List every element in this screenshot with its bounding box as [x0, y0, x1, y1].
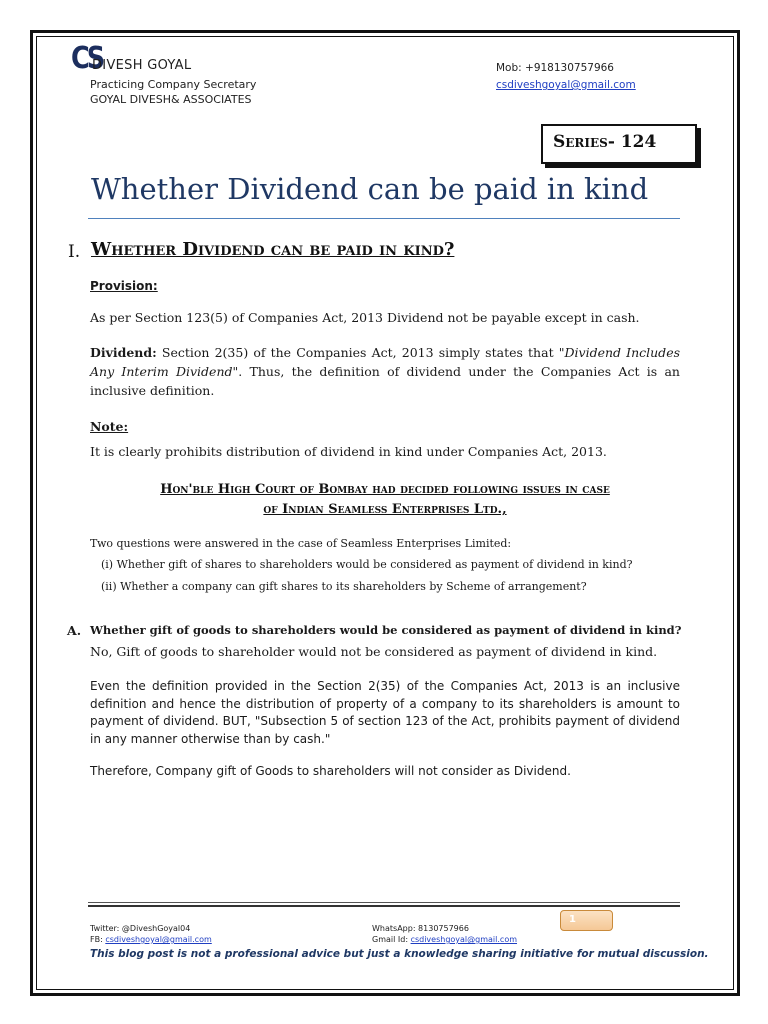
title-divider — [88, 218, 680, 219]
dividend-text-before: Section 2(35) of the Companies Act, 2013 simply states that " — [156, 345, 565, 360]
page-title: Whether Dividend can be paid in kind — [91, 172, 649, 206]
court-heading-line2: of Indian Seamless Enterprises Ltd., — [263, 502, 507, 517]
footer-gmail-label: Gmail Id: — [372, 935, 411, 944]
author-firm: GOYAL DIVESH& ASSOCIATES — [90, 93, 252, 106]
author-title: Practicing Company Secretary — [90, 78, 257, 91]
provision-label: Provision: — [90, 279, 158, 293]
court-heading — [90, 480, 680, 520]
footer-rule-thick — [88, 905, 680, 907]
footer-disclaimer: This blog post is not a professional advice but just a knowledge sharing initiative for mutual discussion. — [90, 948, 709, 960]
page-number: 1 — [569, 914, 576, 925]
note-label: Note: — [90, 419, 129, 434]
answer-heading: Whether gift of goods to shareholders would be considered as payment of dividend in kind? — [90, 623, 682, 637]
footer-whatsapp: WhatsApp: 8130757966 — [372, 924, 469, 933]
dividend-quote: Dividend Includes Any Interim Dividend — [90, 345, 681, 379]
dividend-text-after: ". Thus, the definition of dividend under the Companies Act is an inclusive definition. — [90, 364, 680, 398]
note-text: It is clearly prohibits distribution of dividend in kind under Companies Act, 2013. — [90, 444, 607, 459]
footer-fb-link[interactable]: csdiveshgoyal@gmail.com — [105, 935, 212, 944]
dividend-label: Dividend: — [90, 345, 157, 360]
page-number-badge — [560, 910, 613, 931]
footer-fb — [90, 935, 212, 944]
question-item: (ii) Whether a company can gift shares to its shareholders by Scheme of arrangement? — [101, 580, 587, 593]
answer-p1: No, Gift of goods to shareholder would not be considered as payment of dividend in kind. — [90, 644, 658, 659]
court-heading-line1: Hon'ble High Court of Bombay had decided following issues in case — [160, 482, 610, 497]
questions-intro: Two questions were answered in the case of Seamless Enterprises Limited: — [90, 537, 512, 550]
footer-gmail-link[interactable]: csdiveshgoyal@gmail.com — [410, 935, 518, 944]
footer-fb-label: FB: — [90, 935, 106, 944]
provision-text: As per Section 123(5) of Companies Act, 2013 Dividend not be payable except in cash. — [90, 310, 640, 325]
mobile-number: Mob: +918130757966 — [496, 62, 614, 74]
footer-rule — [88, 902, 680, 903]
answer-p3: Therefore, Company gift of Goods to shareholders will not consider as Dividend. — [90, 764, 571, 778]
section-heading: Whether Dividend can be paid in kind? — [91, 239, 455, 260]
series-label: Series- 124 — [553, 132, 657, 152]
answer-letter: A. — [67, 623, 82, 638]
question-item: (i) Whether gift of shares to shareholders would be considered as payment of dividend in kind? — [101, 558, 633, 571]
footer-twitter: Twitter: @DiveshGoyal04 — [90, 924, 191, 933]
header-email-link[interactable]: csdiveshgoyal@gmail.com — [496, 79, 636, 91]
cs-logo: CS — [71, 41, 102, 76]
footer-gmail — [372, 935, 517, 944]
dividend-paragraph — [90, 343, 680, 400]
author-name: DIVESH GOYAL — [92, 58, 192, 73]
section-number: I. — [68, 242, 81, 262]
answer-p2: Even the definition provided in the Section 2(35) of the Companies Act, 2013 is an inclusive definition and hence the distribution of property of a company to its shareholders is amount to payment of dividend. BUT, "Subsection 5 of section 123 of the Act, prohibits payment of dividend in any manner otherwise than by cash." — [90, 679, 680, 746]
series-badge — [541, 124, 697, 164]
